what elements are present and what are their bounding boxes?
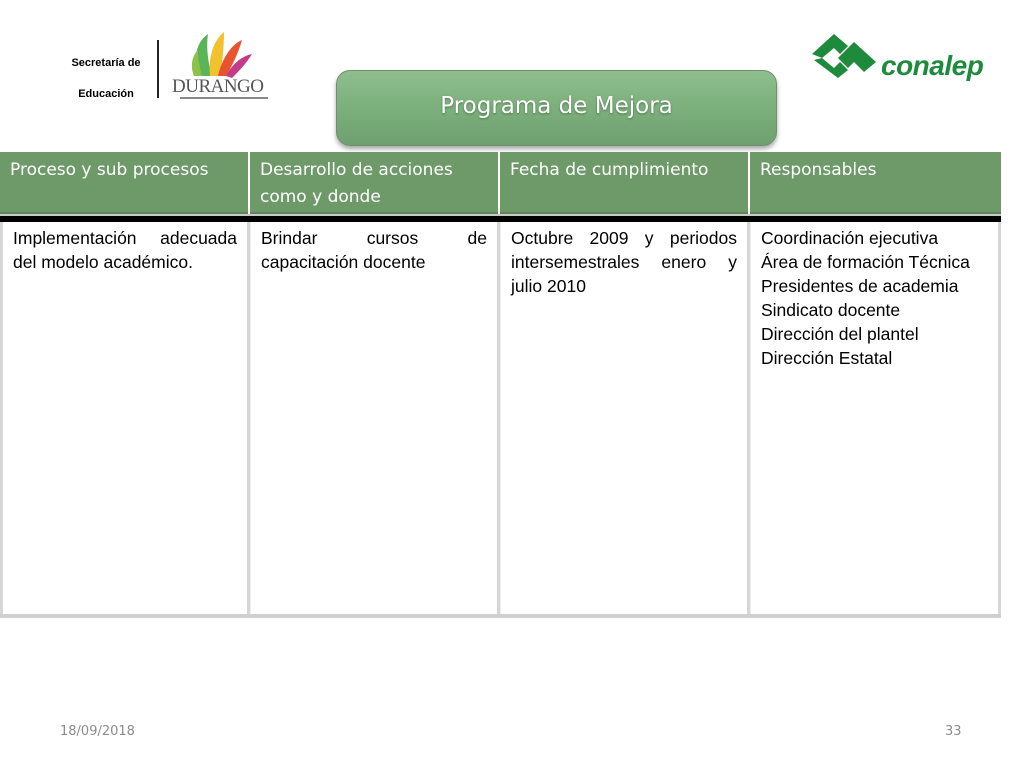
durango-logo-text: DURANGO	[172, 76, 264, 97]
list-item: Coordinación ejecutiva	[761, 228, 939, 248]
conalep-logo-text: conalep	[881, 50, 984, 81]
durango-logo-underline	[180, 97, 268, 99]
list-item: Dirección Estatal	[761, 348, 893, 368]
table-row	[0, 222, 1001, 614]
cell-responsables	[750, 222, 1001, 614]
header-desarrollo: Desarrollo de acciones como y donde	[250, 152, 500, 214]
page-number: 33	[945, 724, 962, 739]
table-header-row	[0, 152, 1001, 214]
title-banner	[336, 70, 777, 146]
secretaria-label	[60, 56, 152, 101]
cell-fecha: Octubre 2009 y periodos intersemestrales enero y julio 2010	[500, 222, 750, 614]
footer-date: 18/09/2018	[60, 724, 135, 739]
header-proceso: Proceso y sub procesos	[0, 152, 250, 214]
cell-proceso: Implementación adecuada del modelo académico.	[0, 222, 250, 614]
improvement-table	[0, 152, 1001, 618]
secretaria-line-2: Educación	[78, 88, 134, 100]
responsables-list	[761, 226, 988, 370]
table-bottom-border	[0, 614, 1001, 618]
header-responsables: Responsables	[750, 152, 1001, 214]
cell-desarrollo: Brindar cursos de capacitación docente	[250, 222, 500, 614]
list-item: Dirección del plantel	[761, 324, 919, 344]
secretaria-line-1: Secretaría de	[71, 57, 141, 69]
page-title: Programa de Mejora	[440, 93, 673, 119]
header-separator	[0, 214, 1001, 222]
header-divider	[157, 40, 159, 98]
list-item: Presidentes de academia	[761, 276, 959, 296]
conalep-logo-icon	[808, 28, 880, 80]
list-item: Área de formación Técnica	[761, 252, 970, 272]
header-fecha: Fecha de cumplimiento	[500, 152, 750, 214]
list-item: Sindicato docente	[761, 300, 901, 320]
